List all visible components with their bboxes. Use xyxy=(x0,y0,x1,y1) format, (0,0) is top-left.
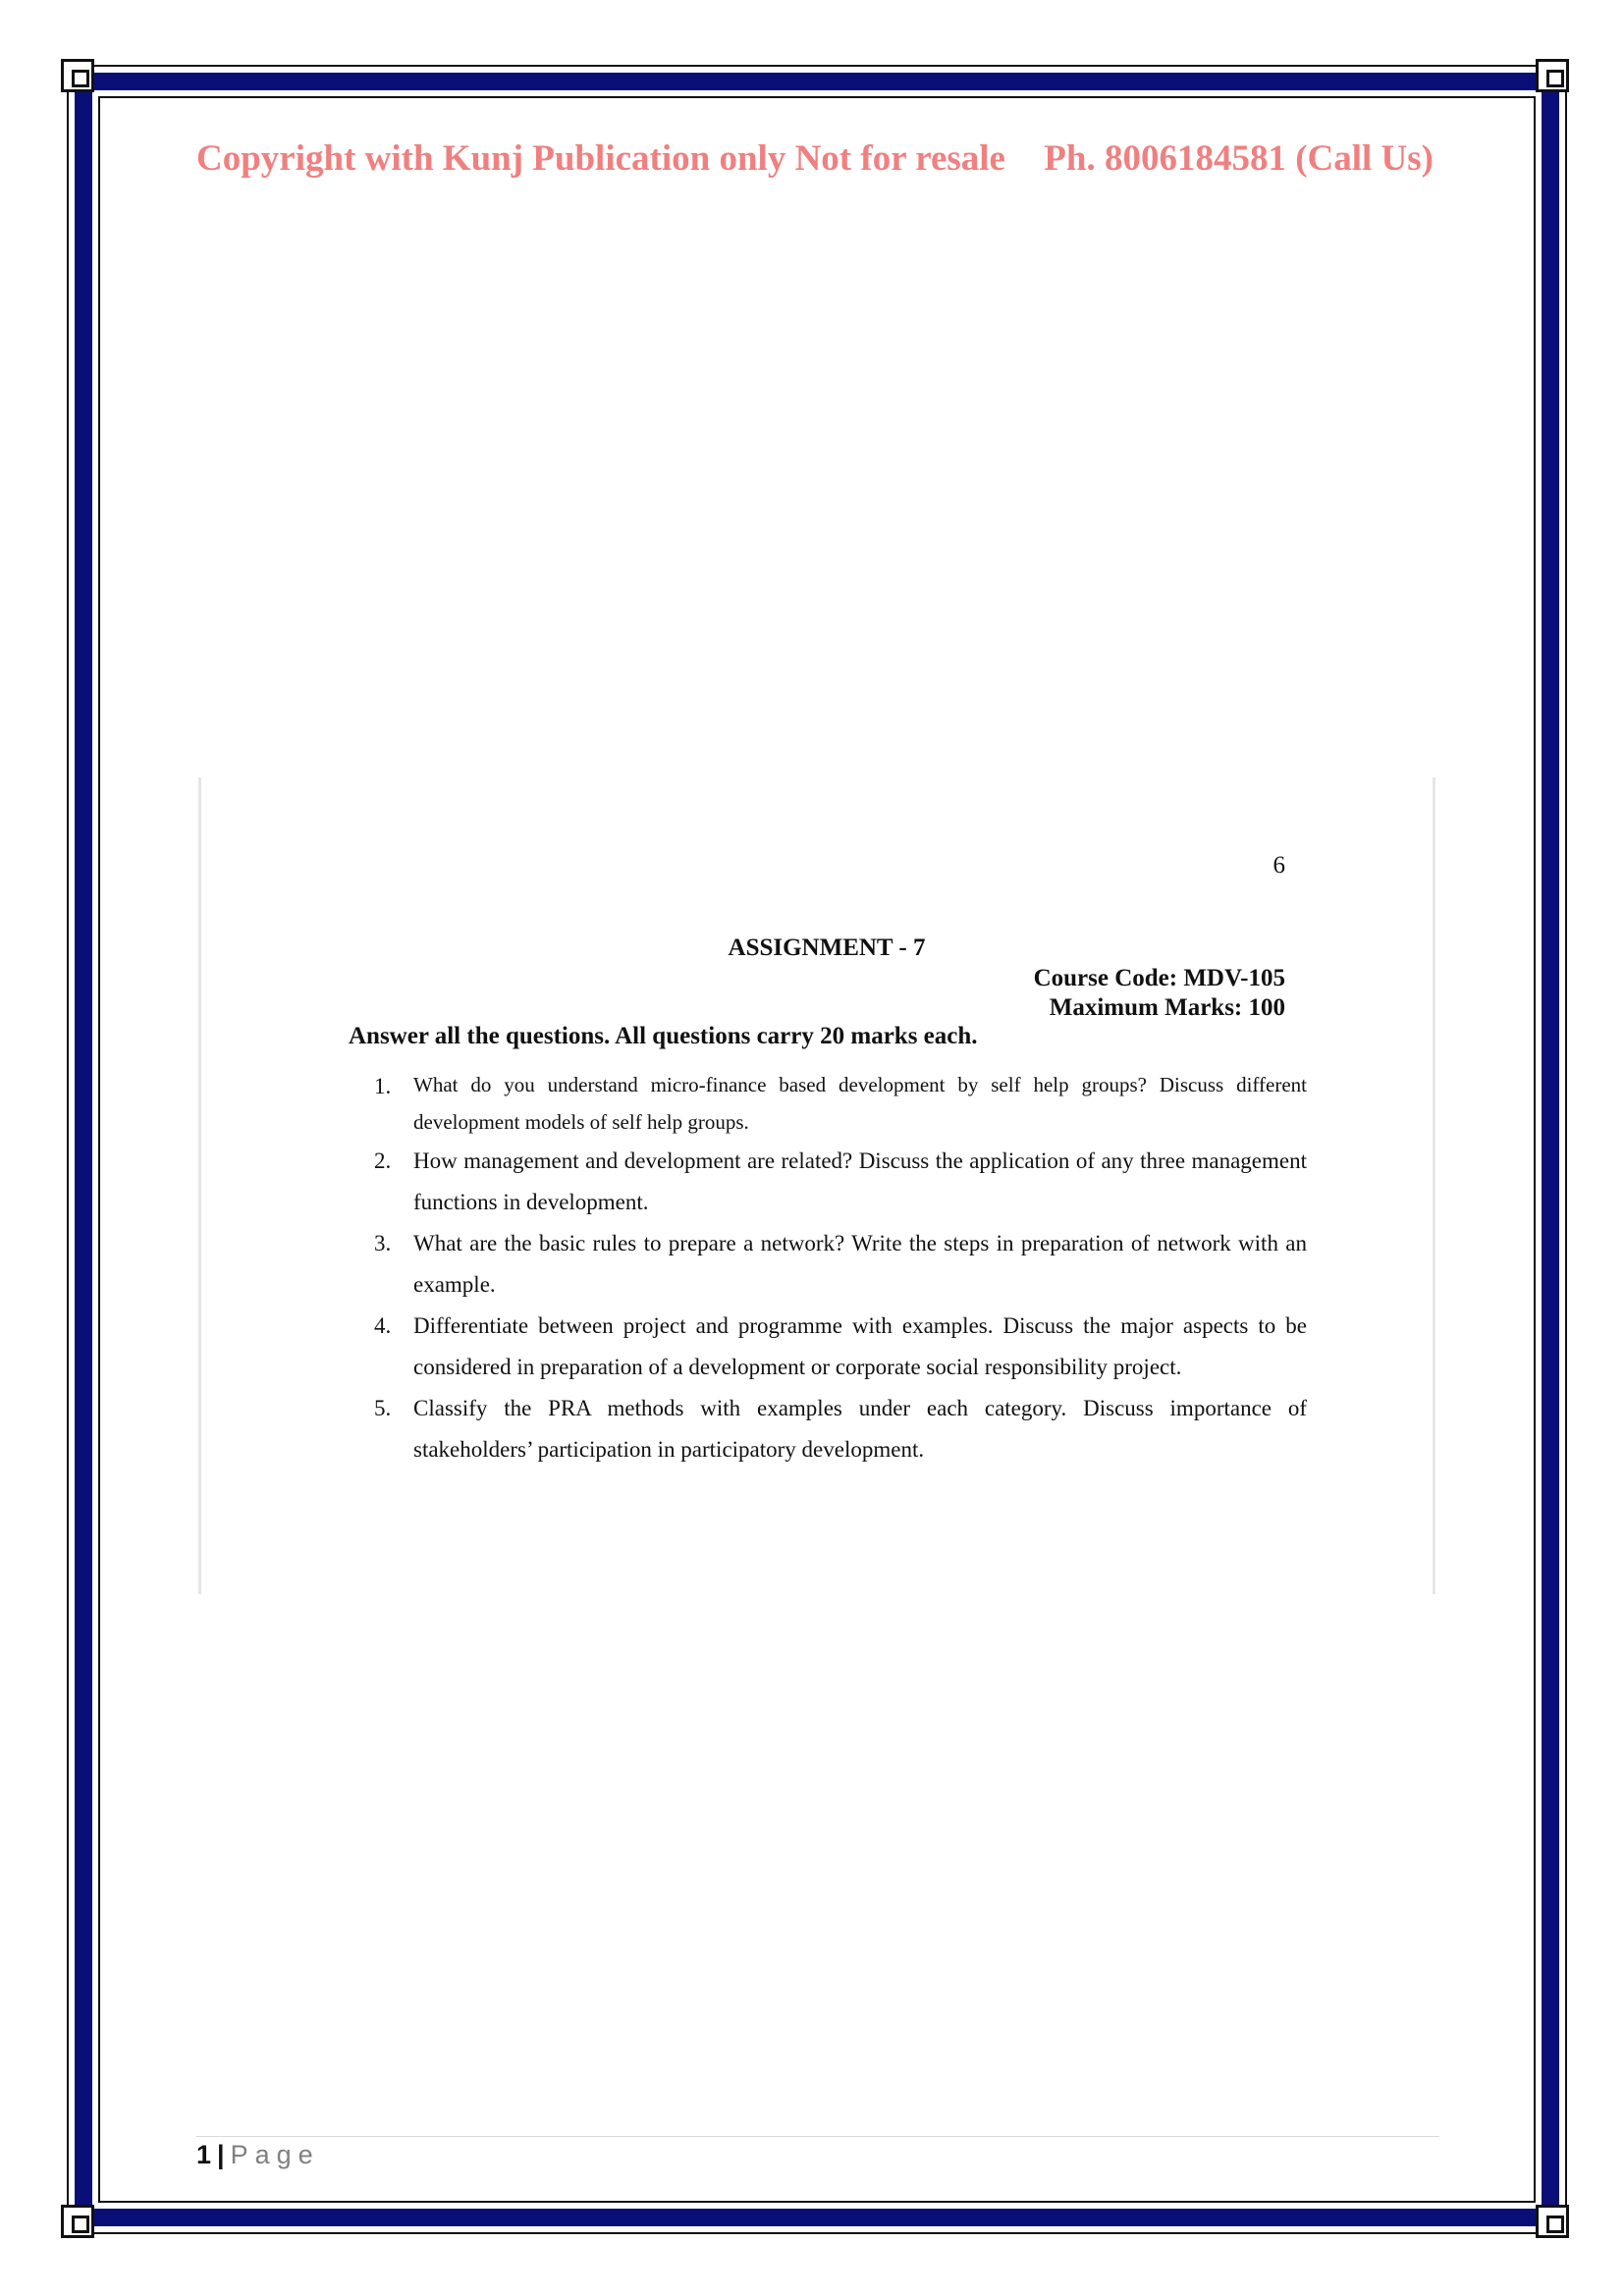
question-number: 4. xyxy=(374,1313,392,1338)
footer-separator: | xyxy=(217,2140,225,2169)
maximum-marks: Maximum Marks: 100 xyxy=(1049,994,1285,1021)
question-text: What are the basic rules to prepare a network? Write the steps in preparation of network with an example. xyxy=(413,1231,1307,1297)
instructions: Answer all the questions. All questions carry 20 marks each. xyxy=(349,1023,978,1049)
copyright-text: Copyright with Kunj Publication only Not for resale xyxy=(196,138,1005,179)
question-number: 5. xyxy=(374,1396,392,1420)
question-list xyxy=(374,1066,1307,1470)
copyright-watermark xyxy=(196,137,1434,180)
question-item xyxy=(374,1223,1307,1306)
scanned-assignment-sheet xyxy=(198,777,1435,1594)
assignment-title: ASSIGNMENT - 7 xyxy=(728,934,926,961)
question-text: Differentiate between project and programme with examples. Discuss the major aspects to be considered in preparation of a development or corporate social responsibility project. xyxy=(413,1313,1307,1379)
footer-divider xyxy=(196,2136,1439,2137)
question-text: Classify the PRA methods with examples under each category. Discuss importance of stakeholders’ participation in participatory development. xyxy=(413,1396,1307,1462)
page-footer xyxy=(196,2140,320,2170)
corner-ornament-top-right xyxy=(1536,59,1569,92)
footer-page-number: 1 xyxy=(196,2140,212,2169)
corner-ornament-bottom-right xyxy=(1536,2205,1569,2238)
scan-page-number: 6 xyxy=(1272,852,1285,879)
corner-ornament-bottom-left xyxy=(61,2205,94,2238)
course-code: Course Code: MDV-105 xyxy=(1033,965,1285,991)
corner-ornament-top-left xyxy=(61,59,94,92)
phone-text: Ph. 8006184581 (Call Us) xyxy=(1044,138,1434,179)
question-text: What do you understand micro-finance based development by self help groups? Discuss different development models of self help groups. xyxy=(413,1073,1307,1134)
question-number: 2. xyxy=(374,1148,392,1173)
question-number: 1. xyxy=(374,1074,392,1098)
question-text: How management and development are related? Discuss the application of any three management functions in development. xyxy=(413,1148,1307,1214)
question-item xyxy=(374,1066,1307,1141)
question-number: 3. xyxy=(374,1231,392,1255)
question-item xyxy=(374,1141,1307,1223)
footer-page-label: Page xyxy=(230,2140,320,2169)
question-item xyxy=(374,1388,1307,1470)
course-info xyxy=(1034,964,1285,1023)
question-item xyxy=(374,1306,1307,1388)
